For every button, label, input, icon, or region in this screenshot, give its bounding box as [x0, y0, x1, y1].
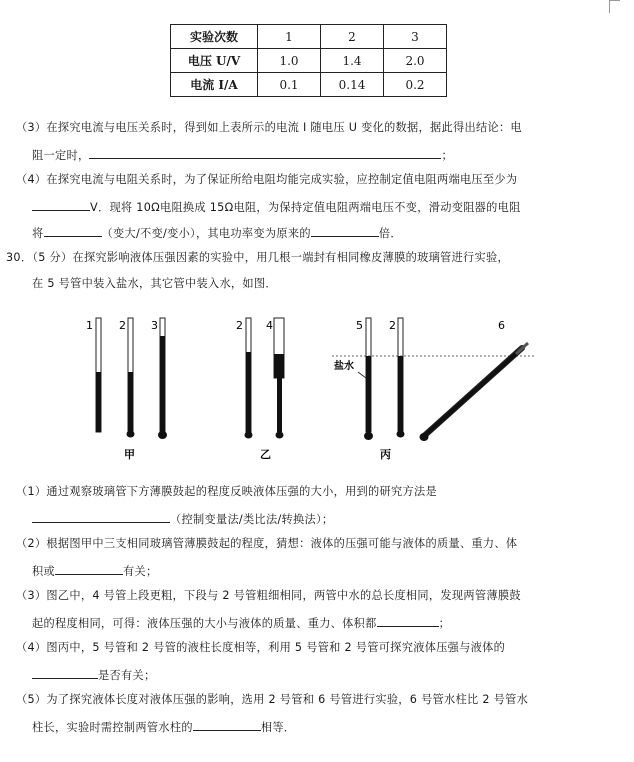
group-jia	[86, 318, 167, 461]
sub2-text: 有关；	[122, 565, 158, 578]
q3-line-1: （3）在探究电流与电压关系时，得到如上表所示的电流 I 随电压 U 变化的数据，据此得出结论：电	[16, 121, 522, 134]
table-row	[171, 73, 447, 97]
sub4-line-2	[32, 666, 155, 684]
table-row	[171, 49, 447, 73]
q4-text: 倍．	[378, 227, 402, 240]
answer-blank[interactable]	[193, 718, 261, 731]
tube-label-2c: 2	[389, 319, 396, 332]
answer-blank[interactable]	[32, 666, 98, 679]
sub3-text: ；	[438, 617, 451, 630]
q30-line-1: 30．（5 分）在探究影响液体压强因素的实验中，用几根一端封有相同橡皮薄膜的玻璃管进行实验，	[6, 251, 509, 264]
table-cell: 电压 U/V	[171, 49, 258, 73]
table-cell: 3	[384, 25, 447, 49]
q30-line-2: 在 5 号管中装入盐水，其它管中装入水，如图．	[32, 277, 277, 290]
q4-text: （变大/不变/变小），其电功率变为原来的	[101, 227, 311, 240]
table-cell: 1.0	[258, 49, 321, 73]
sub4-text: 是否有关；	[98, 669, 156, 682]
tube-label-4: 4	[266, 319, 273, 332]
membrane-4	[276, 432, 284, 439]
group-label-bing: 丙	[380, 448, 391, 461]
group-bing	[332, 318, 536, 461]
salt-water-pointer	[358, 372, 366, 378]
water-column-2b	[246, 352, 251, 432]
table-cell: 1	[258, 25, 321, 49]
table-header-row	[171, 25, 447, 49]
water-column-4-lower	[277, 378, 282, 432]
table-cell: 实验次数	[171, 25, 258, 49]
table-cell: 2.0	[384, 49, 447, 73]
tube-label-6: 6	[498, 319, 505, 332]
answer-blank[interactable]	[32, 510, 170, 523]
tube-label-2: 2	[119, 319, 126, 332]
q3-text: 阻一定时，	[32, 149, 90, 162]
answer-blank[interactable]	[89, 146, 441, 159]
sub2-line-1: （2）根据图甲中三支相同玻璃管薄膜鼓起的程度，猜想：液体的压强可能与液体的质量、重力、体	[16, 537, 518, 550]
table-cell: 0.14	[321, 73, 384, 97]
table-cell: 电流 I/A	[171, 73, 258, 97]
q4-line-2	[32, 198, 521, 216]
tube-label-1: 1	[86, 319, 93, 332]
salt-water-label: 盐水	[334, 361, 354, 372]
sub4-line-1: （4）图丙中，5 号管和 2 号管的液柱长度相等，利用 5 号管和 2 号管可探究液体压强与液体的	[16, 641, 506, 654]
salt-water-column-5	[366, 356, 371, 432]
q3-text-end: ；	[441, 149, 453, 162]
membrane-2	[127, 431, 135, 438]
sub3-line-1: （3）图乙中，4 号管上段更粗，下段与 2 号管粗细相同，两管中水的总长度相同，发现两管薄膜鼓	[16, 589, 521, 602]
water-column-2c	[398, 356, 403, 432]
sub1-text: （控制变量法/类比法/转换法）；	[170, 513, 334, 526]
sub2-line-2	[32, 562, 157, 580]
water-column-1	[96, 372, 101, 432]
membrane-2c	[397, 431, 405, 438]
table-cell: 1.4	[321, 49, 384, 73]
glass-tube-figure	[60, 312, 560, 472]
membrane-3	[158, 431, 167, 439]
sub5-line-1: （5）为了探究液体长度对液体压强的影响，选用 2 号管和 6 号管进行实验，6 号管水柱比 2 号管水	[16, 693, 529, 706]
water-column-2	[128, 372, 133, 434]
water-column-4-upper	[274, 354, 284, 378]
membrane-2b	[245, 432, 253, 439]
sub2-text: 积或	[32, 565, 55, 578]
group-yi	[236, 318, 284, 461]
table-cell: 2	[321, 25, 384, 49]
answer-blank[interactable]	[55, 562, 123, 575]
answer-blank[interactable]	[311, 224, 379, 237]
data-table	[170, 24, 447, 97]
sub5-text: 相等．	[260, 721, 296, 734]
membrane-5	[364, 432, 373, 440]
q4-text: V．现将 10Ω电阻换成 15Ω电阻，为保持定值电阻两端电压不变，滑动变阻器的电阻	[90, 201, 521, 214]
group-label-jia: 甲	[124, 448, 135, 461]
sub1-line-1: （1）通过观察玻璃管下方薄膜鼓起的程度反映液体压强的大小，用到的研究方法是	[16, 485, 437, 498]
tube-label-5: 5	[356, 319, 363, 332]
sub5-line-2	[32, 718, 295, 736]
tube-label-2b: 2	[236, 319, 243, 332]
sub3-line-2	[32, 614, 450, 632]
tube-label-3: 3	[151, 319, 158, 332]
q4-text: 将	[32, 227, 44, 240]
water-column-6	[424, 352, 518, 436]
membrane-6	[420, 433, 429, 441]
q4-line-1: （4）在探究电流与电阻关系时，为了保证所给电阻均能完成实验，应控制定值电阻两端电压至少为	[16, 173, 518, 186]
water-column-3	[160, 336, 165, 432]
q3-line-2	[32, 146, 453, 164]
sub1-line-2	[32, 510, 333, 528]
answer-blank[interactable]	[44, 224, 102, 237]
group-label-yi: 乙	[260, 448, 271, 461]
sub3-text: 起的程度相同，可得：液体压强的大小与液体的质量、重力、体积都	[32, 617, 377, 630]
table-cell: 0.1	[258, 73, 321, 97]
q4-line-3	[32, 224, 402, 242]
answer-blank[interactable]	[377, 614, 439, 627]
sub5-text: 柱长，实验时需控制两管水柱的	[32, 721, 193, 734]
answer-blank[interactable]	[32, 198, 90, 211]
page-corner-mark	[609, 0, 620, 13]
table-cell: 0.2	[384, 73, 447, 97]
